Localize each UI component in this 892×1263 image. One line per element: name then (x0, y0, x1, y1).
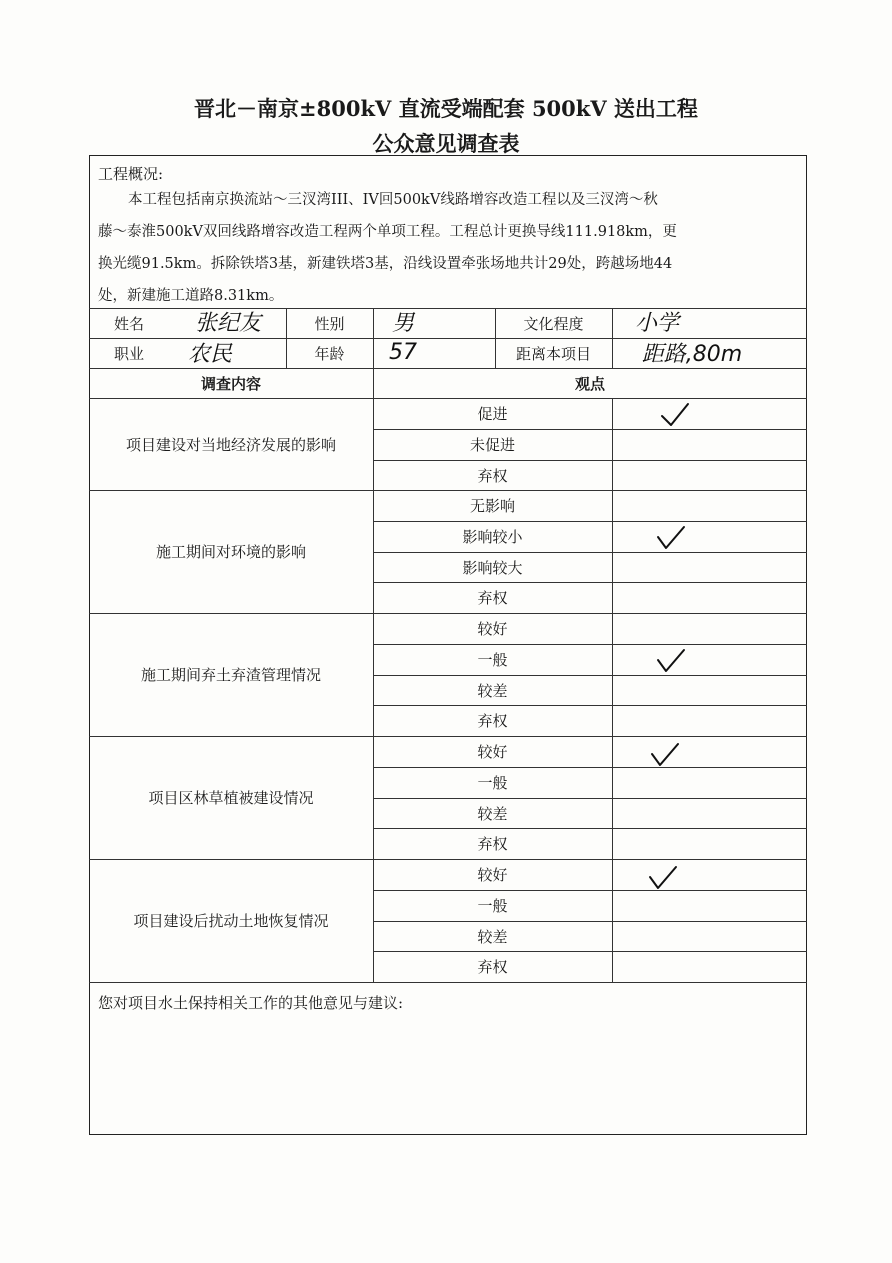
overview-heading: 工程概况: (98, 165, 164, 183)
option-label: 影响较小 (462, 528, 523, 546)
option-label: 一般 (477, 897, 508, 915)
checkmark-icon (650, 742, 680, 768)
section-topic: 项目建设后扰动土地恢复情况 (133, 912, 329, 930)
content-header: 调查内容 (200, 374, 261, 393)
option-label: 弃权 (477, 958, 508, 976)
overview-line: 藤～泰淮500kV双回线路增容改造工程两个单项工程。工程总计更换导线111.918km，更 (98, 224, 677, 240)
option-label: 较差 (477, 681, 508, 700)
occupation-value: 农民 (187, 341, 232, 367)
gender-label: 性别 (314, 314, 345, 333)
age-label: 年龄 (314, 344, 345, 363)
section-topic: 施工期间对环境的影响 (155, 543, 306, 561)
distance-label: 距离本项目 (515, 344, 591, 363)
education-label: 文化程度 (523, 314, 584, 333)
option-label: 较差 (477, 804, 508, 823)
rule (612, 398, 613, 982)
option-label: 影响较大 (462, 558, 523, 577)
rule (89, 982, 807, 983)
checkmark-icon (660, 402, 690, 428)
name-value: 张纪友 (194, 310, 261, 336)
option-label: 较好 (477, 620, 508, 638)
option-label: 较好 (477, 866, 508, 884)
option-label: 未促进 (469, 436, 515, 454)
section-topic: 项目区林草植被建设情况 (148, 789, 314, 807)
distance-value: 距路,80m (641, 341, 743, 367)
education-value: 小学 (634, 310, 679, 336)
overview-line: 本工程包括南京换流站～三汊湾III、IV回500kV线路增容改造工程以及三汊湾～秋 (128, 192, 658, 208)
section-topic: 施工期间弃土弃渣管理情况 (140, 666, 321, 684)
option-label: 弃权 (477, 835, 508, 853)
option-label: 促进 (477, 405, 508, 423)
checkmark-icon (656, 525, 686, 551)
option-label: 一般 (477, 774, 508, 792)
age-value: 57 (389, 339, 417, 365)
opinion-header: 观点 (574, 374, 605, 393)
option-label: 一般 (477, 651, 508, 669)
option-label: 弃权 (477, 712, 508, 730)
form-subtitle: 公众意见调查表 (372, 131, 520, 156)
checkmark-icon (656, 648, 686, 674)
option-label: 弃权 (477, 466, 508, 485)
overview-line: 处，新建施工道路8.31km。 (98, 288, 284, 304)
option-label: 较好 (477, 743, 508, 761)
form-title: 晋北－南京±800kV 直流受端配套 500kV 送出工程 (194, 96, 698, 121)
occupation-label: 职业 (113, 344, 144, 363)
checkmark-icon (648, 865, 678, 891)
option-label: 无影响 (469, 497, 515, 515)
section-topic: 项目建设对当地经济发展的影响 (125, 435, 336, 454)
other-opinions-label: 您对项目水土保持相关工作的其他意见与建议: (98, 994, 404, 1012)
gender-value: 男 (391, 310, 414, 336)
option-label: 较差 (477, 927, 508, 946)
name-label: 姓名 (113, 314, 144, 333)
overview-line: 换光缆91.5km。拆除铁塔3基，新建铁塔3基，沿线设置牵张场地共计29处，跨越场地44 (98, 256, 673, 272)
option-label: 弃权 (477, 589, 508, 607)
